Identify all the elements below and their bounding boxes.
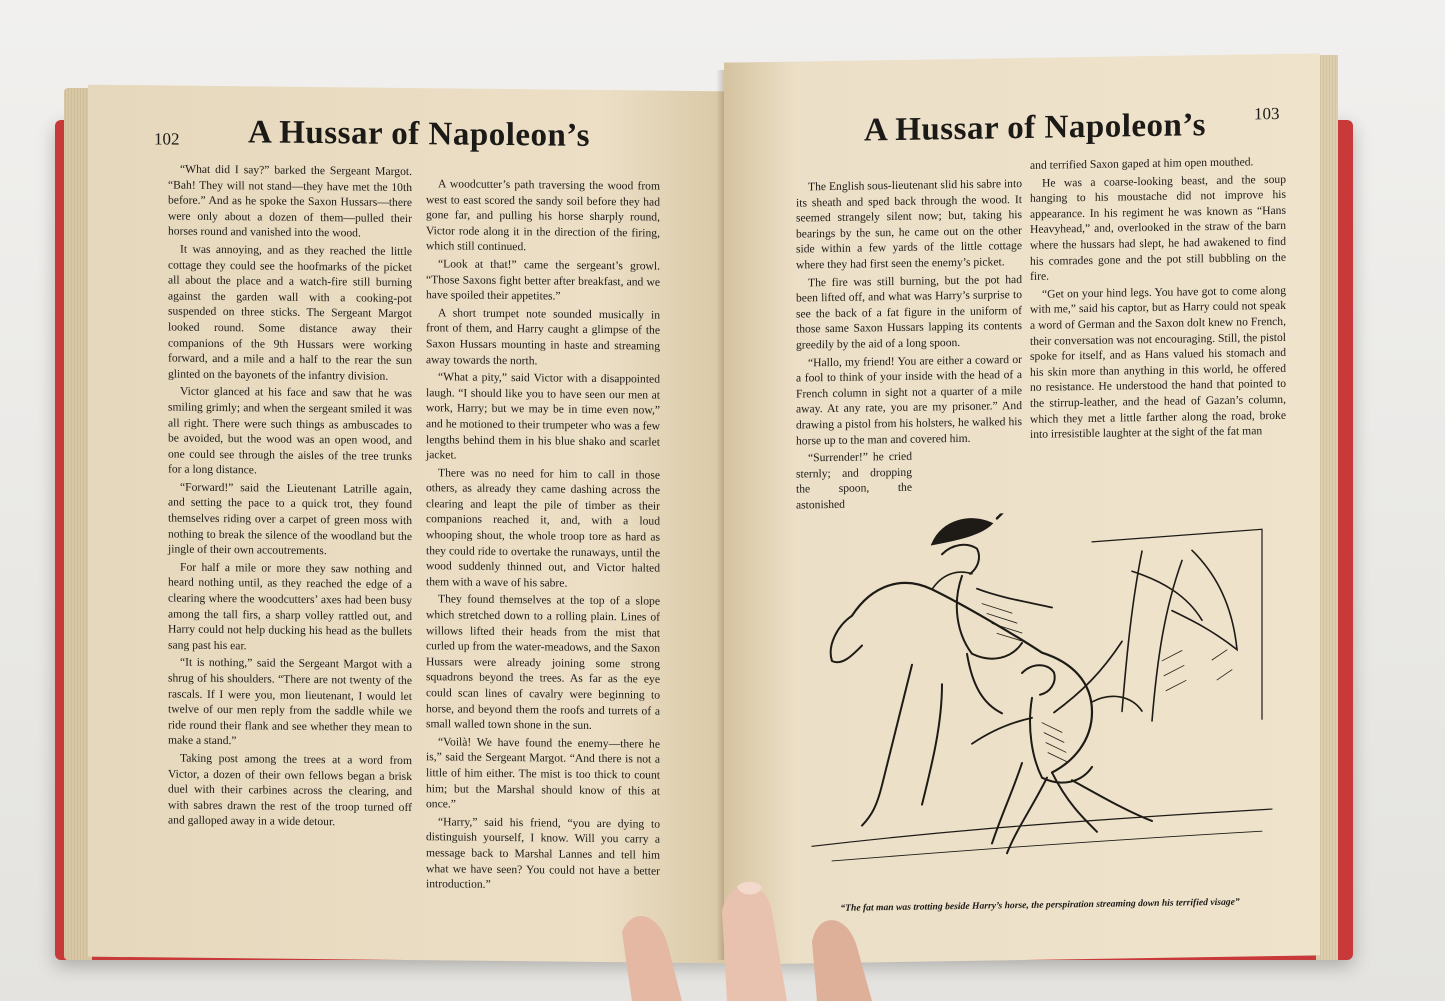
paragraph: “Surrender!” he cried sternly; and dropping the spoon, the astonished xyxy=(796,449,912,512)
paragraph: “Get on your hind legs. You have got to come along with me,” said his captor, but as Harry could not speak a word of German and the Saxon dolt knew no French, their conversation was not encouraging. Still, the pistol spoke for itself, and as Hans valued his stomach and his skin more than anything in this world, he offered no resistance. He understood the hand that pointed to the stirrup-leather, and the head of Gazan’s column, which they met a little farther along the road, broke into irresistible laughter at the sight of the fat man xyxy=(1030,283,1286,441)
paragraph: and terrified Saxon gaped at him open mouthed. xyxy=(1030,155,1254,172)
running-head: A Hussar of Napoleon’s xyxy=(864,107,1206,149)
paragraph: There was no need for him to call in those others, as already they came dashing across the clearing and leapt the pile of timber as their companions reached it, and, with a loud whooping shout, the whole troop tore as hard as they could ride to overtake the runaways, until the wood suddenly thinned out, and Victor halted them with a wave of his sabre. xyxy=(426,466,660,590)
paragraph: Taking post among the trees at a word from Victor, a dozen of their own fellows began a brisk duel with their carbines across the clearing, and with sabres drawn the rest of the troop turned off and galloped away in a wide detour. xyxy=(168,751,412,829)
page-number: 102 xyxy=(154,129,180,149)
paragraph: They found themselves at the top of a slope which stretched down to a rolling plain. Lines of willows lifted their heads from the mist that curled up from the water-meadows, and the Saxon Hussars were already joining some strong squadrons beyond the trees. As far as the eye could scan lines of cavalry were beginning to horse, and beyond them the roofs and turrets of a small walled town shone in the sun. xyxy=(426,592,660,733)
text-column-1 xyxy=(796,176,1022,515)
paragraph: The fire was still burning, but the pot had been lifted off, and what was Harry’s surprise to see the back of a fat figure in the uniform of those same Saxon Hussars lapping its contents greedily by the aid of a long spoon. xyxy=(796,272,1022,352)
page-number: 103 xyxy=(1254,103,1280,124)
paragraph: “Voilà! We have found the enemy—there he is,” said the Sergeant Margot. “And there is not a little of him either. The mist is too thick to count him; but the Marshal should know of this at once.” xyxy=(426,735,660,811)
paragraph: The English sous-lieutenant slid his sabre into its sheath and sped back through the wood. It seemed strangely silent now; but, taking his bearings by the sun, he came out on the other side within a few yards of the little cottage where they had first seen the enemy’s picket. xyxy=(796,177,1022,272)
paragraph: It was annoying, and as they reached the little cottage they could see the hoofmarks of the picket all about the place and a watch-fire still burning against the garden wall with a cooking-pot suspended on three sticks. The Sergeant Margot looked round. Some distance away their companions of the 9th Hussars were working forward, and a mile and a half to the rear the sun glinted on the bayonets of the infantry division. xyxy=(168,242,412,383)
running-head: A Hussar of Napoleon’s xyxy=(248,114,590,154)
paragraph: “What did I say?” barked the Sergeant Margot. “Bah! They will not stand—they have met the 10th before.” And as he spoke the Saxon Hussars—there were only about a dozen of them—pulled their horses round and vanished into the wood. xyxy=(168,162,412,240)
text-column-1 xyxy=(168,161,412,832)
hussar-illustration xyxy=(792,509,1282,887)
text-column-2 xyxy=(426,176,660,896)
hand-holding-page xyxy=(612,872,912,1001)
paragraph: “Harry,” said his friend, “you are dying to distinguish yourself, I know. Will you carry a message back to Marshal Lannes and tell him what we have seen? You could not have a better introduction.” xyxy=(426,815,660,891)
illustration-caption: “The fat man was trotting beside Harry’s horse, the perspiration streaming down his terrified visage” xyxy=(840,896,1240,914)
paragraph: A short trumpet note sounded musically in front of them, and Harry caught a glimpse of the Saxon Hussars mounting in haste and streaming away towards the north. xyxy=(426,306,660,367)
paragraph: “What a pity,” said Victor with a disappointed laugh. “I should like you to have seen our men at work, Harry; but we may be in time even now,” and he motioned to their trumpeter who was a few lengths behind them in his blue shako and scarlet jacket. xyxy=(426,370,660,462)
paragraph: For half a mile or more they saw nothing and heard nothing until, as they reached the edge of a clearing where the woodcutters’ axes had been busy among the tall firs, a sharp volley rattled out, and Harry could not help ducking his head as the bullets sang past his ear. xyxy=(168,560,412,653)
paragraph: “Look at that!” came the sergeant’s growl. “Those Saxons fight better after breakfast, and we have spoiled their appetites.” xyxy=(426,257,660,303)
text-column-2 xyxy=(1030,154,1286,445)
paragraph: “Hallo, my friend! You are either a coward or a fool to think of your inside with the head of a French column in sight not a quarter of a mile away. At any rate, you are my prisoner.” And drawing a pistol from his holsters, he walked his horse up to the man and covered him. xyxy=(796,352,1022,448)
paragraph: “It is nothing,” said the Sergeant Margot with a shrug of his shoulders. “There are not twenty of the rascals. If I were you, mon lieutenant, I would let twelve of our men reply from the saddle while we ride round their flank and see whether they mean to make a stand.” xyxy=(168,656,412,748)
paragraph: He was a coarse-looking beast, and the soup hanging to his moustache did not improve his appearance. In his regiment he was known as “Hans Heavyhead,” and, overlooked in the straw of the barn where the hussars had slept, he had awakened to find his comrades gone and the pot still bubbling on the fire. xyxy=(1030,172,1286,284)
paragraph: “Forward!” said the Lieutenant Latrille again, and setting the pace to a quick trot, they found themselves riding over a carpet of green moss with nothing to break the silence of the woodland but the jingle of their own accoutrements. xyxy=(168,480,412,558)
right-page xyxy=(724,53,1320,964)
left-page xyxy=(88,85,728,964)
paragraph: Victor glanced at his face and saw that he was smiling grimly; and when the sergeant smiled it was all right. There were such things as ambuscades to be avoided, but the wood was an open wood, and one could see through the aisles of the tree trunks for a long distance. xyxy=(168,384,412,477)
paragraph: A woodcutter’s path traversing the wood from west to east scored the sandy soil before they had gone far, and pulling his horse sharply round, Victor rode along it in the direction of the firing, which still continued. xyxy=(426,177,660,254)
